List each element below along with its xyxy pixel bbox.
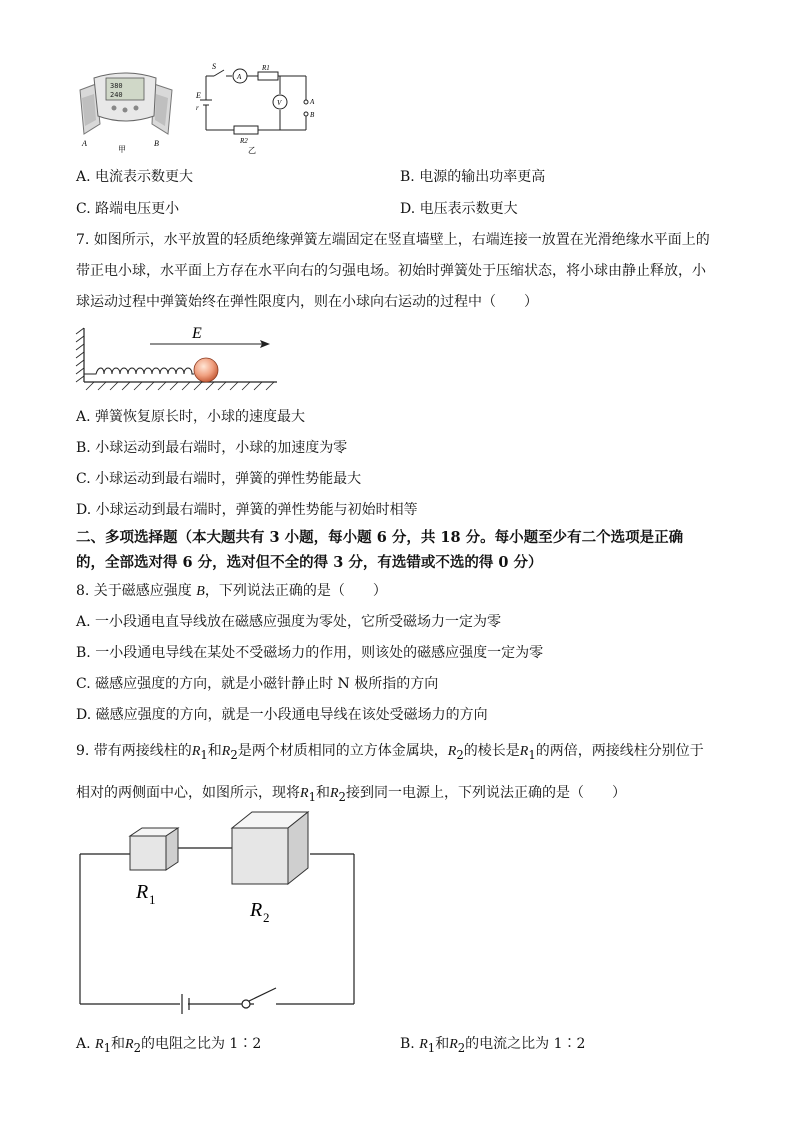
q9-r2-var: R xyxy=(221,744,231,759)
q6-option-a: A. 电流表示数更大 xyxy=(76,169,194,185)
ammeter-label: A xyxy=(237,73,242,81)
q8-option-a: A. 一小段通电直导线放在磁感应强度为零处，它所受磁场力一定为零 xyxy=(76,614,502,630)
q9-option-a xyxy=(76,1035,261,1057)
q9-stem-line2 xyxy=(76,784,626,806)
circuit-caption: 乙 xyxy=(248,146,256,155)
screen-value-2: 240 xyxy=(110,91,123,99)
q9-option-b-r2: R xyxy=(449,1037,458,1052)
q8-option-c: C. 磁感应强度的方向，就是小磁针静止时 N 极所指的方向 xyxy=(76,676,439,692)
internal-resistance-label: r xyxy=(196,104,199,112)
q9-r1-sub-b: 1 xyxy=(528,747,536,762)
section2-heading-line2: 的，全部选对得 6 分，选对但不全的得 3 分，有选错或不选的得 0 分） xyxy=(76,554,543,571)
cube-r2-letter: R xyxy=(250,899,263,921)
section2-heading-line1: 二、多项选择题（本大题共有 3 小题，每小题 6 分，共 18 分。每小题至少有二个选项是正确 xyxy=(76,529,684,546)
q9-line2-a: 相对的两侧面中心，如图所示，现将 xyxy=(76,785,300,801)
q9-option-a-r1-sub: 1 xyxy=(103,1040,111,1055)
q8-option-b: B. 一小段通电导线在某处不受磁场力的作用，则该处的磁感应强度一定为零 xyxy=(76,645,544,661)
cube-r2-sub: 2 xyxy=(263,910,270,925)
resistor1-label: R1 xyxy=(262,64,270,72)
q9-seg3: 是两个材质相同的立方体金属块， xyxy=(237,743,448,759)
q8-stem-prefix: 8. 关于磁感应强度 xyxy=(76,583,192,599)
q9-option-a-r1: R xyxy=(95,1037,104,1052)
terminal-b-label: B xyxy=(310,111,315,119)
device-label-b: B xyxy=(154,139,159,148)
q8-stem-suffix: ，下列说法正确的是（ ） xyxy=(204,583,387,599)
q9-seg1: 9. 带有两接线柱的 xyxy=(76,743,192,759)
cube-r1-letter: R xyxy=(136,881,149,903)
q7-option-a: A. 弹簧恢复原长时，小球的速度最大 xyxy=(76,409,306,425)
q9-option-a-mid: 和 xyxy=(111,1036,125,1052)
cube-r1-sub: 1 xyxy=(149,892,156,907)
q9-r2-sub-b: 2 xyxy=(456,747,464,762)
q7-stem-line1: 7. 如图所示，水平放置的轻质绝缘弹簧左端固定在竖直墙壁上，右端连接一放置在光滑绝缘水平面上的 xyxy=(76,232,710,248)
q9-line2-c: 接到同一电源上，下列说法正确的是（ ） xyxy=(345,785,626,801)
q8-stem-var: B xyxy=(196,584,205,599)
q9-line2-r1-sub: 1 xyxy=(308,789,316,804)
q9-stem-line1 xyxy=(76,742,704,764)
body-fat-meter-figure xyxy=(70,64,190,156)
q9-line2-b: 和 xyxy=(315,785,330,801)
device-label-a: A xyxy=(82,139,87,148)
q9-option-a-suffix: 的电阻之比为 1∶2 xyxy=(140,1036,262,1052)
voltmeter-label: V xyxy=(277,99,282,107)
q9-option-a-r2-sub: 2 xyxy=(133,1040,141,1055)
q9-seg5: 的两倍，两接线柱分别位于 xyxy=(535,743,704,759)
q7-option-d: D. 小球运动到最右端时，弹簧的弹性势能与初始时相等 xyxy=(76,502,418,518)
terminal-a-label: A xyxy=(310,98,315,106)
q9-option-b-r2-sub: 2 xyxy=(457,1040,466,1055)
circuit-diagram-b xyxy=(196,60,326,160)
spring-ball-figure xyxy=(72,320,282,400)
q9-option-b xyxy=(400,1035,585,1057)
q9-option-b-mid: 和 xyxy=(435,1036,450,1052)
q9-option-b-suffix: 的电流之比为 1∶2 xyxy=(465,1036,586,1052)
device-caption: 甲 xyxy=(118,145,126,154)
q9-option-a-prefix: A. xyxy=(76,1036,91,1052)
q8-stem xyxy=(76,582,387,601)
q9-line2-r2: R xyxy=(329,786,339,801)
q9-r2-var-b: R xyxy=(447,744,457,759)
q6-option-d: D. 电压表示数更大 xyxy=(400,201,518,217)
q9-r1-sub: 1 xyxy=(200,747,208,762)
q9-seg2: 和 xyxy=(207,743,222,759)
field-label-e: E xyxy=(192,325,202,342)
circuit-switch-label: S xyxy=(212,62,216,71)
q9-option-b-r1: R xyxy=(419,1037,428,1052)
q9-option-a-r2: R xyxy=(125,1037,134,1052)
q6-option-b: B. 电源的输出功率更高 xyxy=(400,169,546,185)
q9-line2-r2-sub: 2 xyxy=(338,789,346,804)
q7-option-c: C. 小球运动到最右端时，弹簧的弹性势能最大 xyxy=(76,471,362,487)
q9-r2-sub: 2 xyxy=(230,747,238,762)
q8-option-d: D. 磁感应强度的方向，就是一小段通电导线在该处受磁场力的方向 xyxy=(76,707,488,723)
q9-r1-var-b: R xyxy=(519,744,529,759)
emf-label: E xyxy=(196,91,201,100)
resistor2-label: R2 xyxy=(240,137,248,145)
q9-option-b-r1-sub: 1 xyxy=(427,1040,436,1055)
q7-stem-line2: 带正电小球，水平面上方存在水平向右的匀强电场。初始时弹簧处于压缩状态，将小球由静止释放，小 xyxy=(76,263,706,279)
q6-option-c: C. 路端电压更小 xyxy=(76,201,180,217)
q7-option-b: B. 小球运动到最右端时，小球的加速度为零 xyxy=(76,440,348,456)
q7-stem-line3: 球运动过程中弹簧始终在弹性限度内，则在小球向右运动的过程中（ ） xyxy=(76,294,538,310)
q9-option-b-prefix: B. xyxy=(400,1036,415,1052)
screen-value-1: 380 xyxy=(110,82,123,90)
q9-seg4: 的棱长是 xyxy=(463,743,520,759)
q9-r1-var: R xyxy=(191,744,201,759)
q9-line2-r1: R xyxy=(300,786,309,801)
cube-circuit-figure xyxy=(74,808,364,1014)
